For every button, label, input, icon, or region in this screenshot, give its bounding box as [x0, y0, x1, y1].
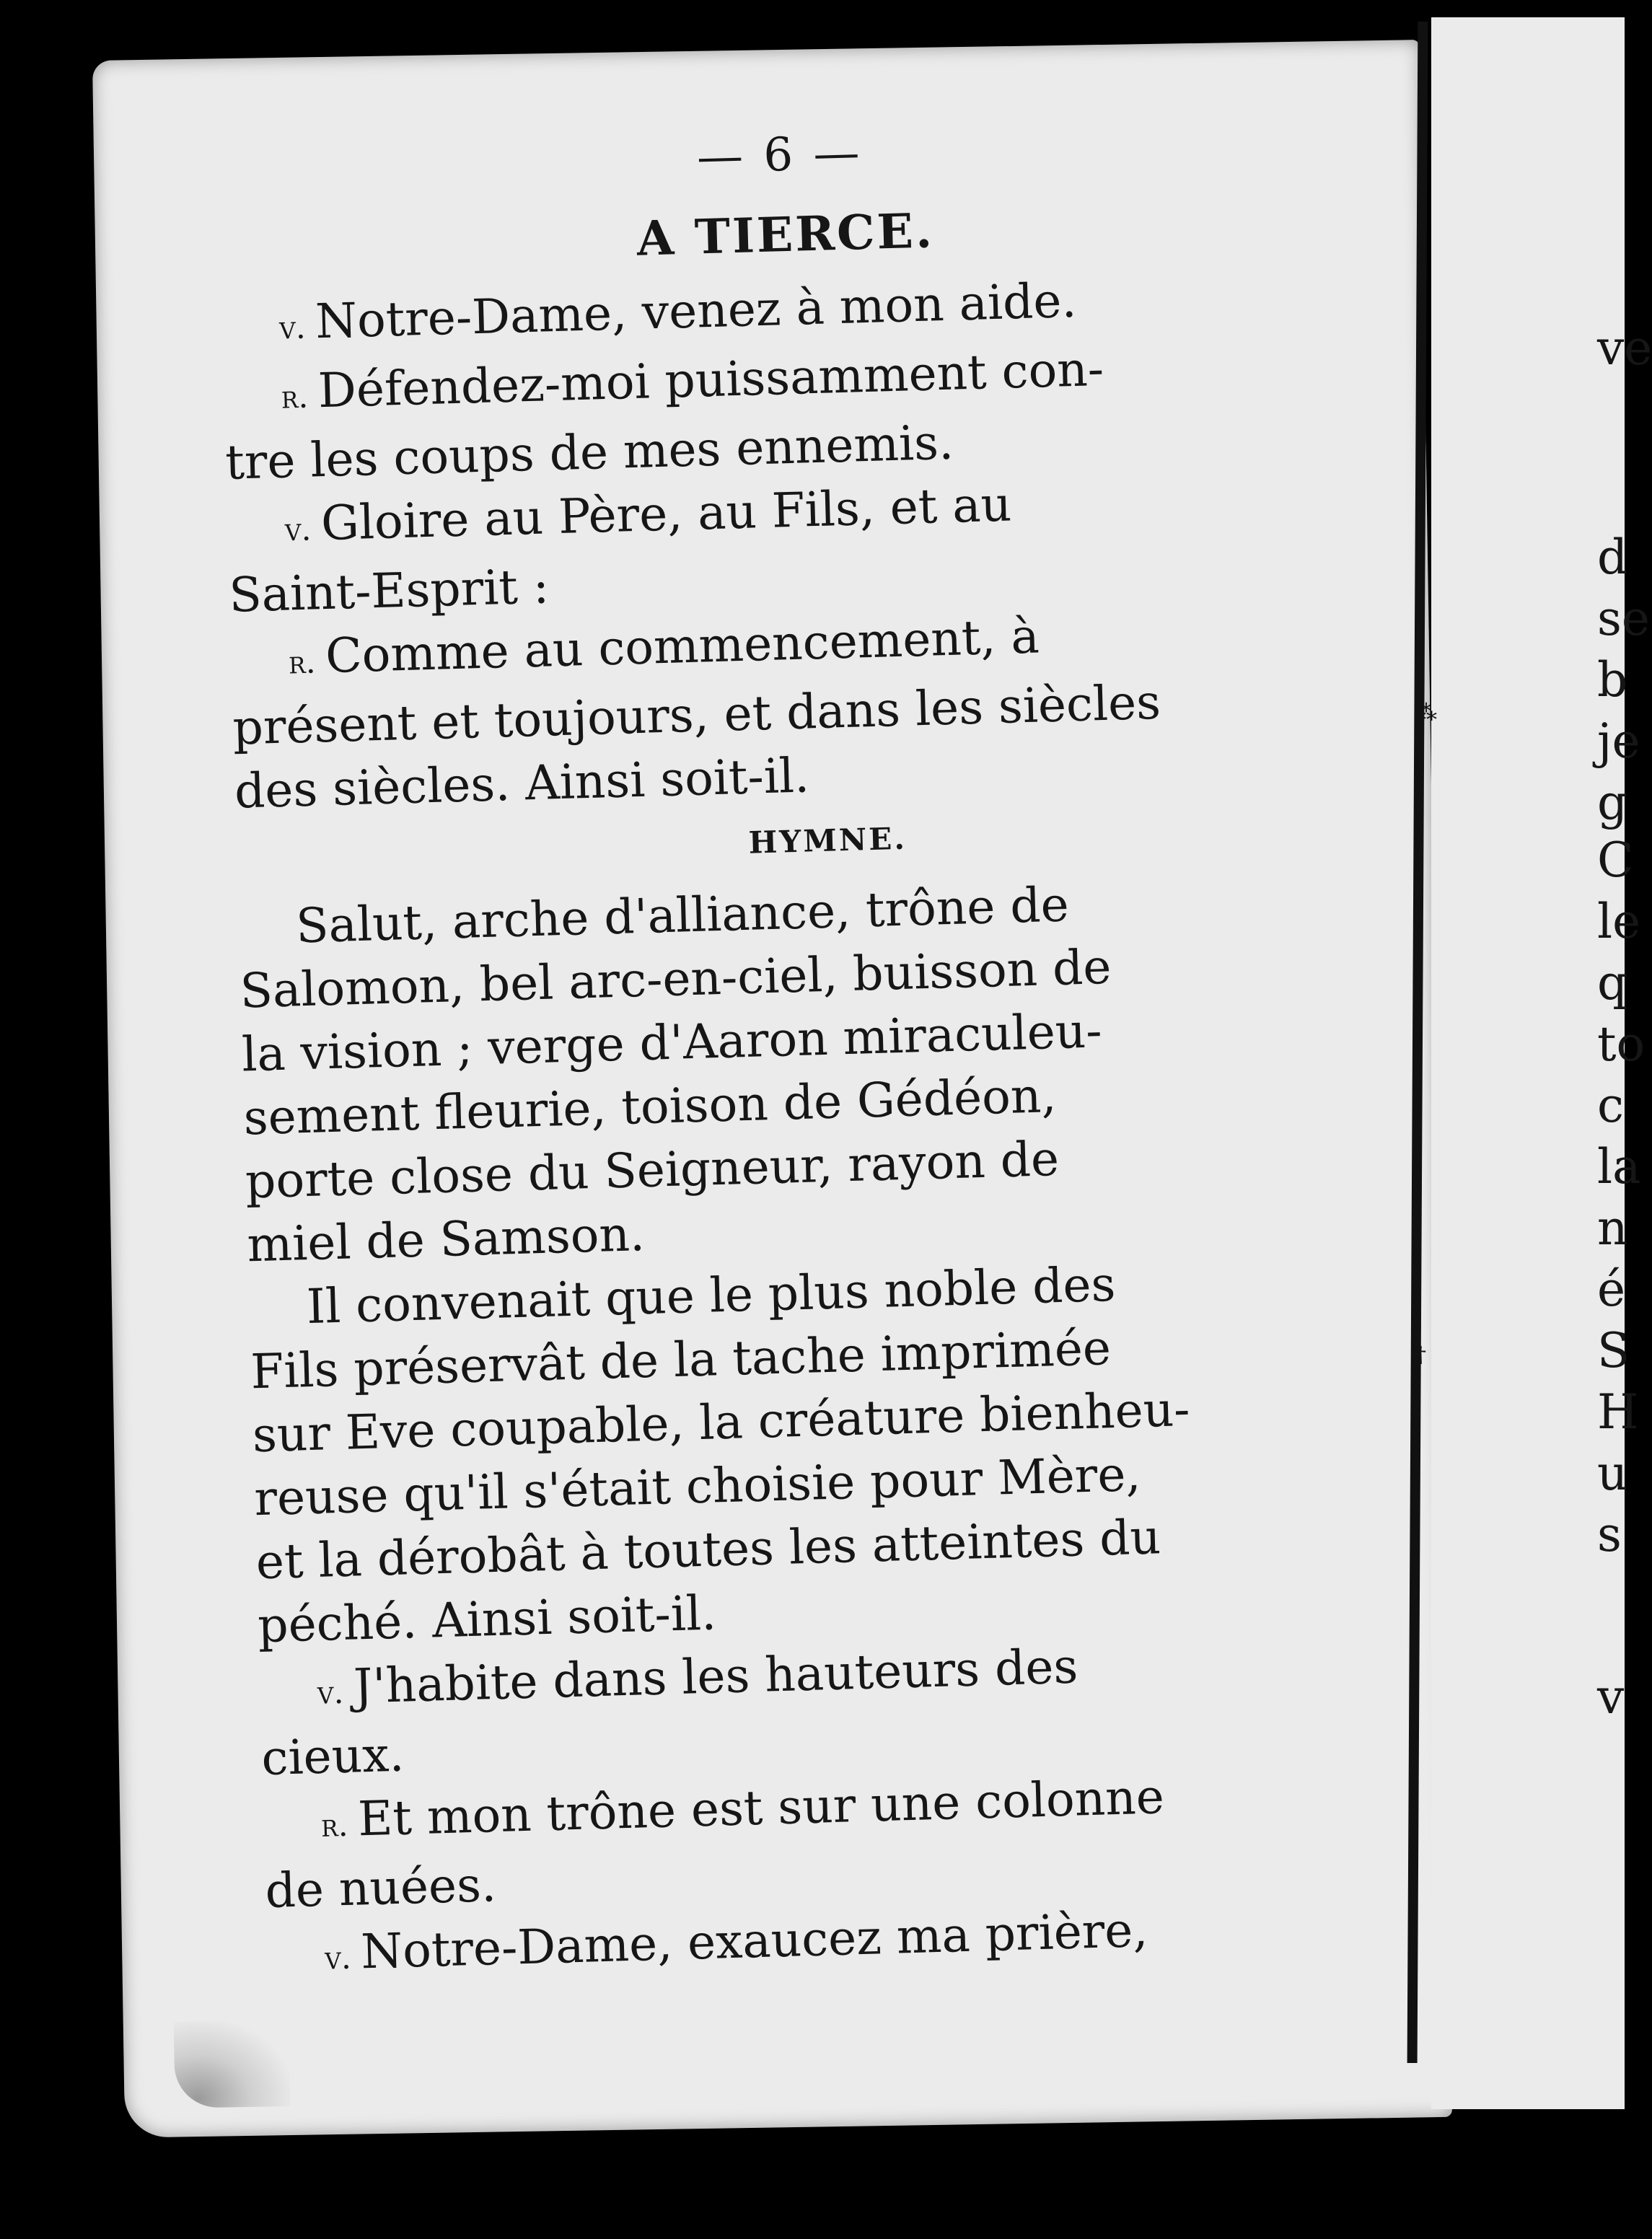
line-text: reuse qu'il s'était choisie pour Mère,: [253, 1446, 1142, 1527]
facing-page-fragment: se: [1597, 591, 1650, 646]
facing-page-fragment: C: [1597, 832, 1634, 888]
line-text: Défendez-moi puissamment con-: [317, 340, 1105, 419]
page-text: [216, 115, 1335, 1992]
facing-page-fragment: le: [1597, 894, 1641, 949]
facing-page-fragment: é: [1597, 1262, 1626, 1317]
line-text: sement fleurie, toison de Gédéon,: [242, 1068, 1058, 1146]
facing-page: [1431, 17, 1628, 2109]
versicle-mark: r.: [288, 643, 317, 682]
line-text: Gloire au Père, au Fils, et au: [320, 476, 1013, 552]
facing-page-fragment: H: [1597, 1384, 1639, 1440]
page-corner-fold: [174, 2020, 291, 2108]
versicle-mark: v.: [324, 1939, 352, 1977]
facing-page-fragment: q: [1597, 955, 1628, 1011]
line-text: présent et toujours, et dans les siècles: [232, 674, 1161, 756]
facing-page-fragment: d: [1597, 529, 1628, 585]
facing-page-fragment: je: [1597, 713, 1640, 769]
facing-page-fragment: n: [1597, 1200, 1628, 1256]
line-text: de nuées.: [264, 1857, 497, 1919]
line-text: Salut, arche d'alliance, trône de: [295, 876, 1070, 954]
line-text: Fils préservât de la tache imprimée: [250, 1320, 1112, 1400]
line-text: la vision ; verge d'Aaron miraculeu-: [241, 1003, 1103, 1083]
line-text: cieux.: [260, 1726, 405, 1787]
line-text: sur Eve coupable, la créature bienheu-: [251, 1381, 1191, 1464]
page-number: — 6 —: [696, 126, 864, 185]
versicle-mark: r.: [281, 378, 309, 416]
line-text: Notre-Dame, venez à mon aide.: [315, 272, 1078, 350]
facing-page-fragment: ve: [1597, 320, 1652, 376]
line-text: et la dérobât à toutes les atteintes du: [255, 1509, 1161, 1591]
facing-page-fragment: la: [1597, 1139, 1641, 1195]
facing-page-fragment: b: [1597, 652, 1628, 708]
line-text: porte close du Seigneur, rayon de: [245, 1130, 1060, 1210]
line-text: Il convenait que le plus noble des: [305, 1256, 1117, 1335]
line-text: Comme au commencement, à: [325, 608, 1040, 685]
hymn-lines: [237, 866, 1335, 1992]
versicle-mark: v.: [278, 309, 307, 347]
facing-page-fragment: S: [1597, 1323, 1630, 1378]
facing-page-fragment: to: [1597, 1016, 1646, 1072]
versicle-mark: v.: [317, 1673, 345, 1712]
facing-page-fragment: c: [1597, 1078, 1624, 1133]
line-text: J'habite dans les hauteurs des: [353, 1638, 1079, 1715]
facing-page-fragment: s: [1597, 1507, 1622, 1562]
gutter-mark: †: [1415, 1342, 1426, 1368]
versicle-mark: v.: [284, 511, 312, 549]
versicle-mark: r.: [320, 1806, 349, 1844]
line-text: Et mon trône est sur une colonne: [357, 1769, 1165, 1847]
hymn-heading: HYMNE.: [748, 820, 908, 861]
line-text: Saint-Esprit :: [228, 558, 550, 623]
line-text: miel de Samson.: [246, 1206, 646, 1273]
versicle-lines: [221, 263, 1303, 824]
facing-page-fragment: v: [1597, 1669, 1625, 1725]
gutter-mark: ⁂: [1415, 700, 1437, 726]
line-text: péché. Ainsi soit-il.: [257, 1585, 717, 1654]
line-text: Notre-Dame, exaucez ma prière,: [360, 1901, 1149, 1980]
line-text: Salomon, bel arc-en-ciel, buisson de: [239, 938, 1112, 1019]
section-heading: A TIERCE.: [636, 202, 935, 267]
facing-page-fragment: u: [1597, 1446, 1628, 1501]
line-text: des siècles. Ainsi soit-il.: [233, 747, 810, 819]
line-text: tre les coups de mes ennemis.: [224, 414, 954, 491]
facing-page-fragment: g: [1597, 775, 1628, 830]
